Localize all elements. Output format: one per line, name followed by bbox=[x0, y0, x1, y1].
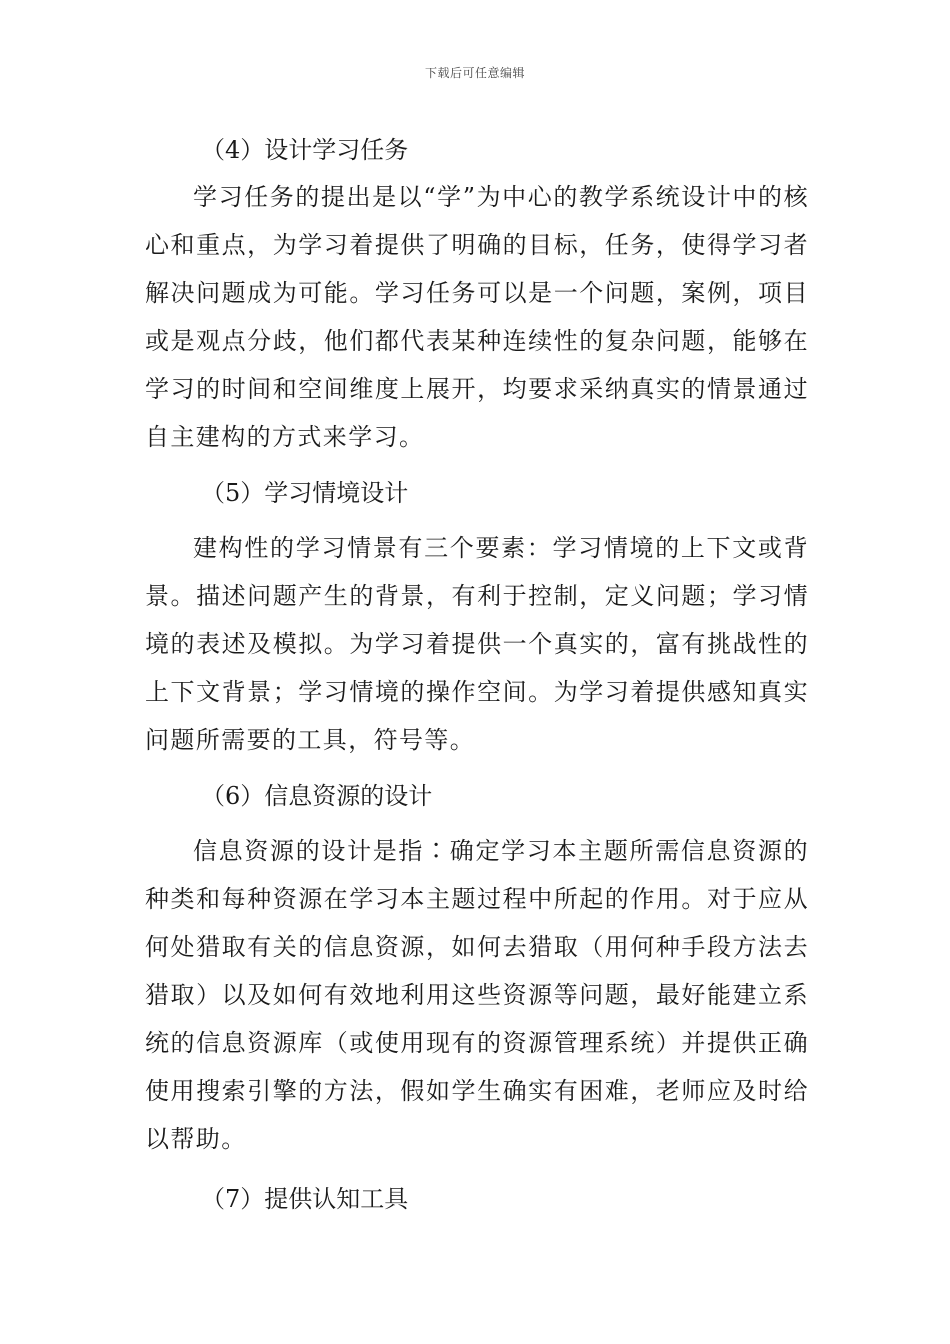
section-paragraph-5: 建构性的学习情景有三个要素：学习情境的上下文或背景。描述问题产生的背景，有利于控制，定义问题；学习情境的表述及模拟。为学习着提供一个真实的，富有挑战性的上下文背景；学习情境的操作空间。为学习着提供感知真实问题所需要的工具，符号等。 bbox=[145, 534, 809, 754]
section-heading-7: （7）提供认知工具 bbox=[201, 1185, 409, 1213]
section-heading-6: （6）信息资源的设计 bbox=[201, 782, 433, 810]
section-paragraph-4: 学习任务的提出是以“学”为中心的教学系统设计中的核心和重点，为学习着提供了明确的目标，任务，使得学习者解决问题成为可能。学习任务可以是一个问题，案例，项目或是观点分歧，他们都代表某种连续性的复杂问题，能够在学习的时间和空间维度上展开，均要求采纳真实的情景通过自主建构的方式来学习。 bbox=[145, 183, 809, 451]
page-header: 下载后可任意编辑 bbox=[424, 66, 525, 80]
document-body bbox=[145, 130, 809, 1220]
section-heading-5: （5）学习情境设计 bbox=[201, 479, 409, 507]
section-heading-4: （4）设计学习任务 bbox=[201, 136, 409, 164]
section-paragraph-6: 信息资源的设计是指∶确定学习本主题所需信息资源的种类和每种资源在学习本主题过程中所起的作用。对于应从何处猎取有关的信息资源，如何去猎取（用何种手段方法去猎取）以及如何有效地利用这些资源等问题，最好能建立系统的信息资源库（或使用现有的资源管理系统）并提供正确使用搜索引擎的方法，假如学生确实有困难，老师应及时给以帮助。 bbox=[145, 837, 809, 1153]
